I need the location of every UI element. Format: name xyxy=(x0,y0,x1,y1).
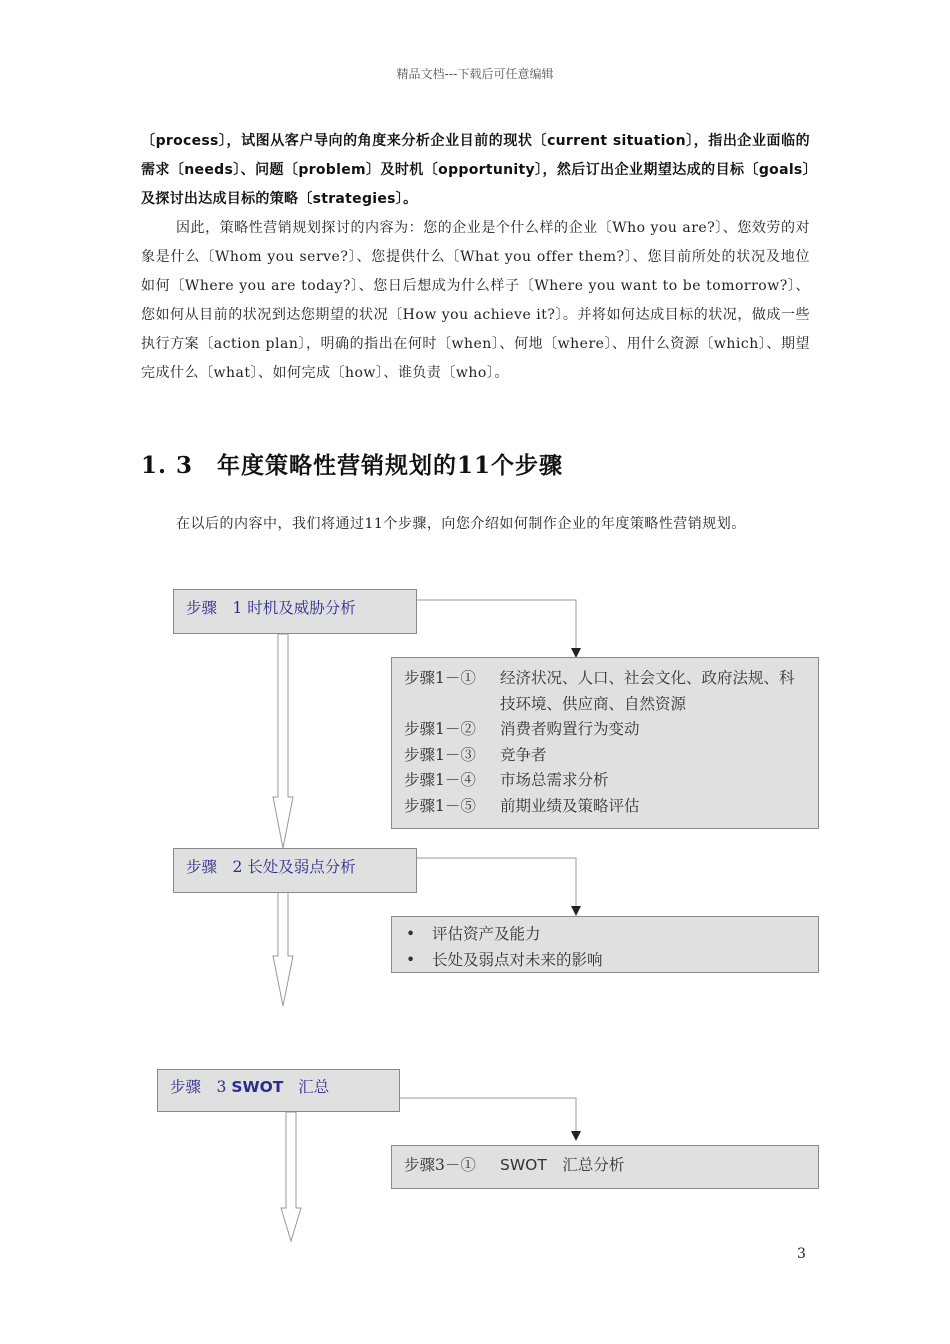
step1-item-text: 市场总需求分析 xyxy=(500,771,609,789)
step1-item xyxy=(404,743,806,769)
step1-item-label: 步骤1－⑤ xyxy=(404,796,476,815)
step3-suffix: 汇总 xyxy=(298,1078,330,1096)
step1-item-label: 步骤1－③ xyxy=(404,745,476,764)
arrowhead-step3-detail xyxy=(571,1131,581,1141)
step2-bullet-item xyxy=(404,948,806,974)
step2-box xyxy=(173,848,417,893)
step2-bullet-text: 长处及弱点对未来的影响 xyxy=(432,950,603,969)
down-arrow-step2 xyxy=(273,892,293,1006)
step2-bullet-text: 评估资产及能力 xyxy=(432,925,541,943)
step1-item xyxy=(404,794,806,820)
connector-step2-detail xyxy=(416,858,576,908)
down-arrow-step3 xyxy=(281,1112,301,1241)
step3-item-text: SWOT 汇总分析 xyxy=(500,1156,625,1174)
section-intro-paragraph: 在以后的内容中，我们将通过11个步骤，向您介绍如何制作企业的年度策略性营销规划。 xyxy=(176,516,746,532)
step1-item-label: 步骤1－① xyxy=(404,669,476,687)
step3-item-label: 步骤3－① xyxy=(404,1156,476,1174)
step3-item xyxy=(404,1153,806,1179)
step1-item-text: 竞争者 xyxy=(500,745,547,764)
step2-label: 步骤 2 长处及弱点分析 xyxy=(186,858,356,876)
page-number: 3 xyxy=(797,1246,806,1262)
section-heading: 1. 3 年度策略性营销规划的11个步骤 xyxy=(141,452,564,479)
page-header: 精品文档---下载后可任意编辑 xyxy=(396,67,554,81)
down-arrow-step1 xyxy=(273,634,293,848)
connector-step1-detail xyxy=(416,600,576,650)
step1-item xyxy=(404,666,806,717)
step1-item xyxy=(404,717,806,743)
bullet-icon: • xyxy=(406,950,416,969)
intro-paragraph: 因此，策略性营销规划探讨的内容为：您的企业是个什么样的企业〔Who you are?〕、您效劳的对象是什么〔Whom you serve?〕、您提供什么〔What you offer them?〕、您目前所处的状况及地位如何〔Where you are today?〕、您日后想成为什么样子〔Where you want to be tomorrow?〕、您如何从目前的状况到达您期望的状况〔How you achieve it?〕。并将如何达成目标的状况，做成一些执行方案〔action plan〕，明确的指出在何时〔when〕、何地〔where〕、用什么资源〔which〕、期望完成什么〔what〕、如何完成〔how〕、谁负责〔who〕。 xyxy=(141,220,810,381)
step3-prefix: 步骤 3 xyxy=(170,1078,227,1096)
step3-swot: SWOT xyxy=(231,1078,284,1096)
step1-item-label: 步骤1－② xyxy=(404,720,476,738)
step1-item-text: 消费者购置行为变动 xyxy=(500,720,640,738)
step1-item-text: 前期业绩及策略评估 xyxy=(500,796,640,815)
step1-label: 步骤 1 时机及威胁分析 xyxy=(186,599,356,617)
step1-item xyxy=(404,768,806,794)
step2-detail-box xyxy=(391,916,819,973)
intro-bold-paragraph: 〔process〕，试图从客户导向的角度来分析企业目前的现状〔current situation〕，指出企业面临的需求〔needs〕、问题〔problem〕及时机〔opportunity〕，然后订出企业期望达成的目标〔goals〕及探讨出达成目标的策略〔strategies〕。 xyxy=(141,133,810,207)
step1-item-label: 步骤1－④ xyxy=(404,771,476,789)
step1-box xyxy=(173,589,417,634)
step3-box xyxy=(157,1069,400,1112)
step1-detail-box xyxy=(391,657,819,829)
connector-step3-detail xyxy=(400,1098,576,1133)
step2-bullet-item xyxy=(404,922,806,948)
arrowhead-step2-detail xyxy=(571,906,581,916)
bullet-icon: • xyxy=(406,925,416,943)
step3-detail-box xyxy=(391,1145,819,1189)
step1-item-text: 经济状况、人口、社会文化、政府法规、科技环境、供应商、自然资源 xyxy=(500,669,795,713)
